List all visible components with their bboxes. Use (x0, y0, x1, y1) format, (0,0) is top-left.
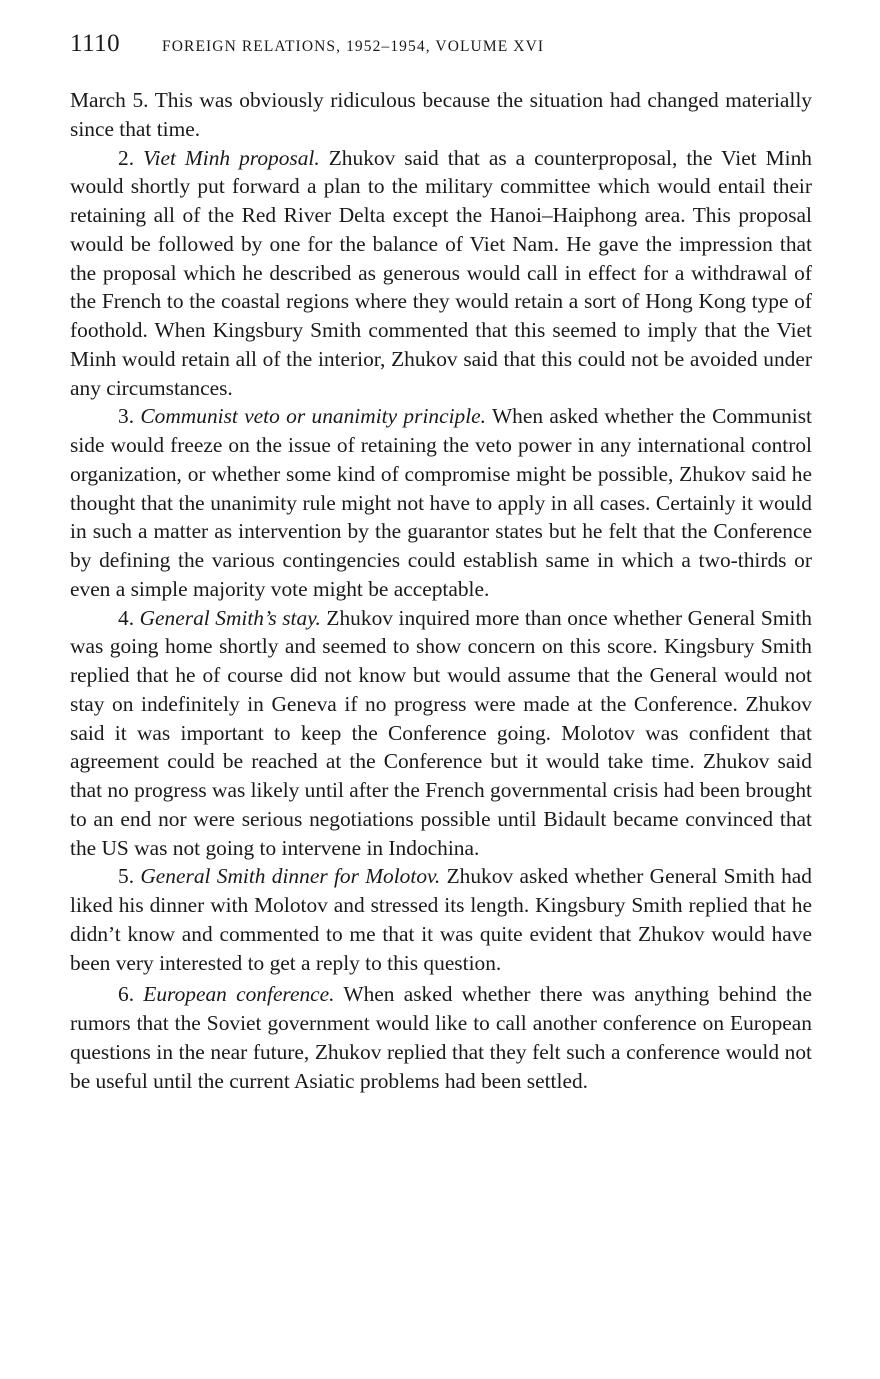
paragraph-viet-minh-proposal (70, 144, 812, 403)
paragraph-general-smiths-stay (70, 604, 812, 863)
paragraph-heading: General Smith’s stay. (139, 605, 321, 630)
paragraph-number: 2. (118, 145, 135, 170)
continuation-paragraph: March 5. This was obviously ridiculous because the situation had changed materially since that time. (70, 88, 812, 141)
paragraph-number: 4. (118, 605, 135, 630)
paragraph-heading: Viet Minh proposal. (143, 145, 320, 170)
paragraph-number: 3. (118, 404, 135, 429)
paragraph-communist-veto (70, 402, 812, 603)
body-text (70, 86, 812, 1095)
running-title: FOREIGN RELATIONS, 1952–1954, VOLUME XVI (162, 38, 545, 55)
paragraph-text: When asked whether the Communist side would freeze on the issue of retaining the veto power in any international control organization, or whether some kind of compromise might be possible, Zhukov said he thought that the unanimity rule might not have to apply in all cases. Certainly it would in such a matter as intervention by the guarantor states but he felt that the Conference by defining the various contingencies could establish same in which a two-thirds or even a simple majority vote might be acceptable. (70, 404, 812, 601)
paragraph-text: When asked whether there was anything behind the rumors that the Soviet government would like to call another conference on European questions in the near future, Zhukov replied that they felt such a conference would not be useful until the current Asiatic problems had been settled. (70, 982, 813, 1093)
paragraph-heading: European conference. (143, 982, 335, 1007)
paragraph-text: Zhukov inquired more than once whether General Smith was going home shortly and seemed to show concern on this score. Kingsbury Smith replied that he of course did not know but would assume that the General would not stay on indefinitely in Geneva if no progress were made at the Conference. Zhukov said it was important to keep the Conference going. Molotov was confident that agreement could be reached at the Conference but it would take time. Zhukov said that no progress was likely until after the French governmental crisis had been brought to an end nor were serious negotiations possible until Bidault became convinced that the US was not going to intervene in Indochina. (70, 605, 812, 860)
paragraph-text: Zhukov asked whether General Smith had liked his dinner with Molotov and stressed its length. Kingsbury Smith replied that he didn’t know and commented to me that it was quite evident that Zhukov would have been very interested to get a reply to this question. (70, 864, 812, 975)
running-header (70, 30, 812, 70)
paragraph-heading: General Smith dinner for Molotov. (140, 864, 441, 889)
paragraph-heading: Communist veto or unanimity principle. (140, 404, 486, 429)
paragraph-text: Zhukov said that as a counterproposal, the Viet Minh would shortly put forward a plan to the military committee which would entail their retaining all of the Red River Delta except the Hanoi–Haiphong area. This proposal would be followed by one for the balance of Viet Nam. He gave the impression that the proposal which he described as generous would call in effect for a withdrawal of the French to the coastal regions where they would retain a sort of Hong Kong type of foothold. When Kingsbury Smith commented that this seemed to imply that the Viet Minh would retain all of the interior, Zhukov said that this could not be avoided under any circumstances. (70, 145, 812, 400)
paragraph-number: 6. (118, 982, 135, 1007)
paragraph-number: 5. (118, 864, 135, 889)
page-number: 1110 (70, 30, 121, 57)
paragraph-european-conference (70, 980, 812, 1095)
document-page (70, 30, 812, 1095)
paragraph-smith-dinner (70, 862, 812, 977)
